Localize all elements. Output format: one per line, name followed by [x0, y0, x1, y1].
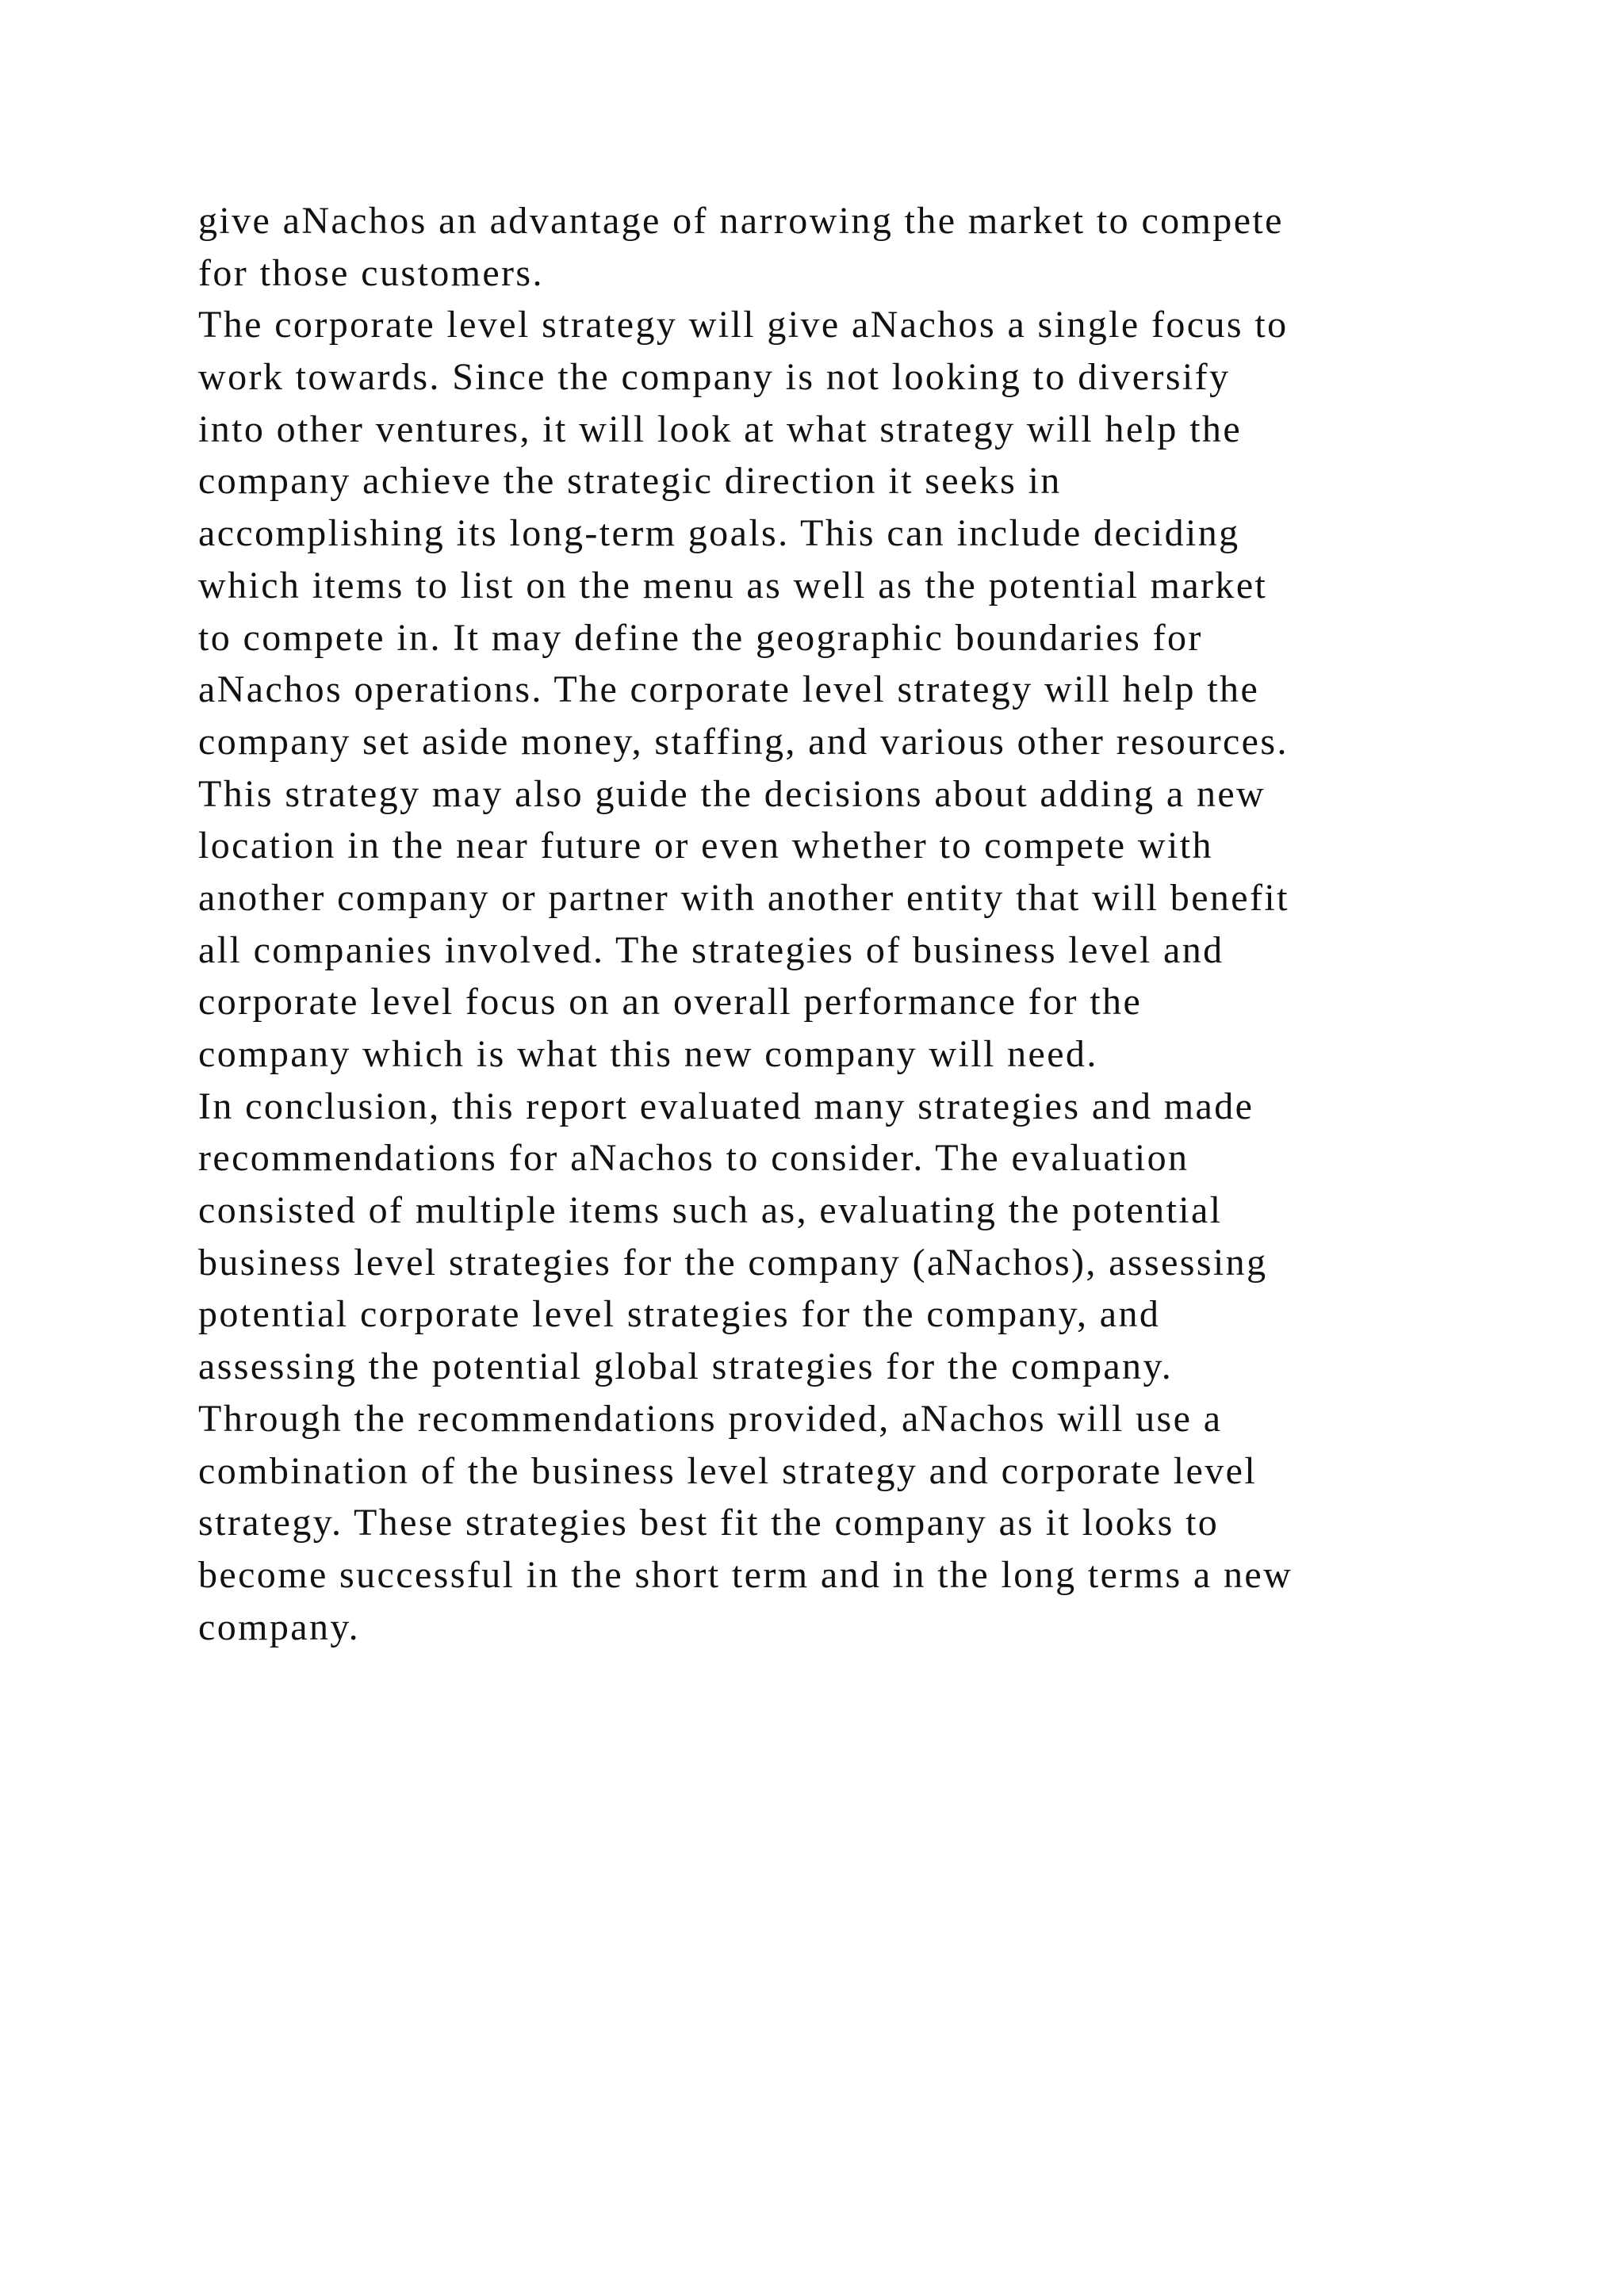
text-line: for those customers.: [198, 251, 544, 294]
text-line: company.: [198, 1605, 361, 1648]
text-line: work towards. Since the company is not looking to diversify: [198, 356, 1231, 399]
text-line: consisted of multiple items such as, evaluating the potential: [198, 1189, 1223, 1232]
text-line: corporate level focus on an overall performance for the: [198, 981, 1143, 1024]
text-line: combination of the business level strategy and corporate level: [198, 1449, 1258, 1492]
text-line: recommendations for aNachos to consider. The evaluation: [198, 1137, 1189, 1180]
text-line: In conclusion, this report evaluated many strategies and made: [198, 1085, 1254, 1127]
text-line: company set aside money, staffing, and various other resources.: [198, 720, 1289, 763]
text-line: to compete in. It may define the geographic boundaries for: [198, 616, 1203, 659]
text-line: company which is what this new company will need.: [198, 1033, 1098, 1075]
text-line: This strategy may also guide the decisions about adding a new: [198, 772, 1266, 815]
text-line: into other ventures, it will look at what strategy will help the: [198, 408, 1243, 450]
text-line: business level strategies for the company (aNachos), assessing: [198, 1241, 1268, 1284]
text-line: assessing the potential global strategies for the company.: [198, 1345, 1174, 1388]
text-line: which items to list on the menu as well as the potential market: [198, 564, 1268, 607]
text-line: potential corporate level strategies for the company, and: [198, 1293, 1161, 1336]
text-line: The corporate level strategy will give aNachos a single focus to: [198, 304, 1289, 346]
body-text: [198, 195, 1483, 1653]
text-line: location in the near future or even whether to compete with: [198, 825, 1213, 867]
text-line: company achieve the strategic direction it seeks in: [198, 460, 1062, 503]
text-line: strategy. These strategies best fit the company as it looks to: [198, 1502, 1220, 1544]
text-line: Through the recommendations provided, aNachos will use a: [198, 1397, 1223, 1440]
text-line: aNachos operations. The corporate level strategy will help the: [198, 668, 1260, 711]
text-line: accomplishing its long-term goals. This can include deciding: [198, 512, 1240, 555]
text-line: another company or partner with another entity that will benefit: [198, 876, 1289, 919]
text-line: give aNachos an advantage of narrowing the market to compete: [198, 200, 1284, 242]
text-line: become successful in the short term and in the long terms a new: [198, 1553, 1293, 1596]
text-line: all companies involved. The strategies of business level and: [198, 928, 1224, 971]
